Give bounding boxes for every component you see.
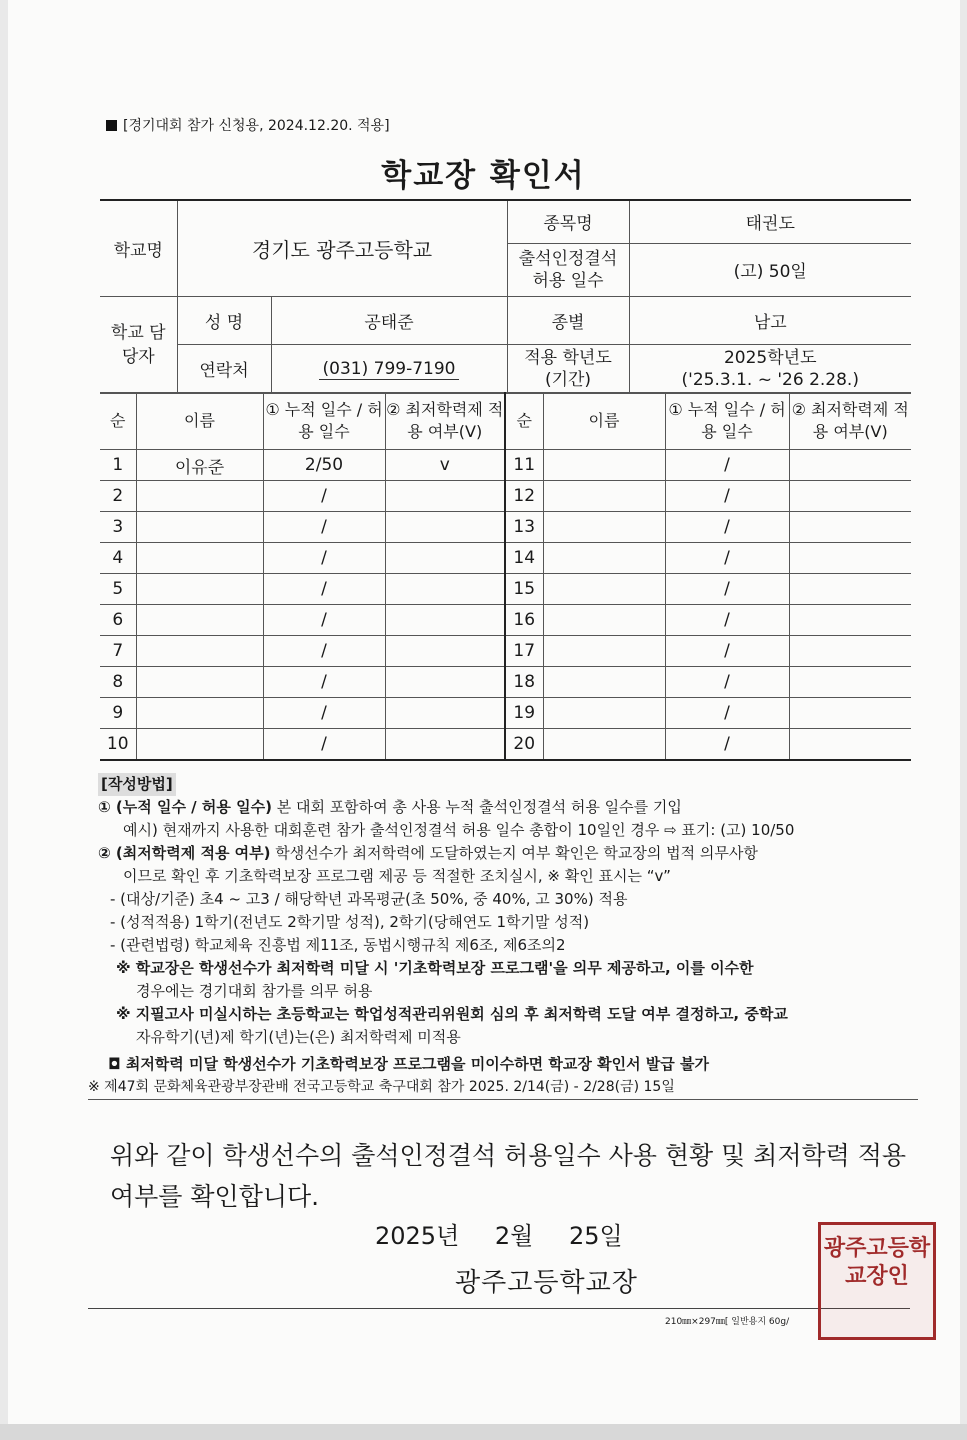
page-bottom-edge: [0, 1424, 967, 1440]
row-days: /: [263, 729, 385, 761]
row-no-2: 13: [505, 512, 543, 543]
year-label: 적용 학년도 (기간): [507, 344, 629, 393]
col-min: ② 최저학력제 적용 여부(V): [385, 393, 505, 450]
row-name-2: [543, 605, 665, 636]
col-min-2: ② 최저학력제 적용 여부(V): [789, 393, 911, 450]
school-value: 경기도 광주고등학교: [177, 200, 507, 296]
event-label: 종목명: [507, 200, 629, 243]
row-min-2: [789, 512, 911, 543]
row-no: 2: [100, 481, 136, 512]
row-name: [136, 667, 263, 698]
row-min: v: [385, 450, 505, 481]
confirmation-statement: 위와 같이 학생선수의 출석인정결석 허용일수 사용 현황 및 최저학력 적용 여부를 확인합니다.: [110, 1141, 907, 1211]
year-value: 2025학년도: [723, 347, 817, 368]
row-no: 5: [100, 574, 136, 605]
row-min: [385, 605, 505, 636]
row-name-2: [543, 636, 665, 667]
note-remark-1-cont: 경우에는 경기대회 참가를 의무 허용: [136, 982, 373, 1000]
row-no-2: 19: [505, 698, 543, 729]
table-row: [100, 574, 911, 605]
row-days-2: /: [665, 481, 789, 512]
note-bullet-grades: - (성적적용) 1학기(전년도 2학기말 성적), 2학기(당해연도 1학기말 성적): [110, 913, 590, 931]
row-days: /: [263, 667, 385, 698]
row-no-2: 11: [505, 450, 543, 481]
row-no: 4: [100, 543, 136, 574]
row-no-2: 17: [505, 636, 543, 667]
gender-value: 남고: [629, 296, 911, 344]
absence-label: 출석인정결석 허용 일수: [507, 243, 629, 296]
note-remark-1: ※ 학교장은 학생선수가 최저학력 미달 시 '기초학력보장 프로그램'을 의무 제공하고, 이를 이수한: [116, 959, 754, 977]
row-min: [385, 667, 505, 698]
row-min: [385, 512, 505, 543]
row-no-2: 16: [505, 605, 543, 636]
square-bullet-icon: [106, 120, 117, 131]
row-no: 3: [100, 512, 136, 543]
manager-label: 학교 담당자: [100, 296, 177, 393]
row-days-2: /: [665, 698, 789, 729]
row-min-2: [789, 543, 911, 574]
note-1-example: 예시) 현재까지 사용한 대회훈련 참가 출석인정결석 허용 일수 총합이 10일인 경우 ⇨ 표기: (고) 10/50: [123, 821, 795, 839]
table-row: [100, 450, 911, 481]
row-no: 7: [100, 636, 136, 667]
row-no-2: 18: [505, 667, 543, 698]
row-days-2: /: [665, 636, 789, 667]
note-remark-2: ※ 지필고사 미실시하는 초등학교는 학업성적관리위원회 심의 후 최저학력 도달 여부 결정하고, 중학교: [116, 1005, 788, 1023]
row-no: 1: [100, 450, 136, 481]
table-row: [100, 636, 911, 667]
row-min-2: [789, 729, 911, 761]
row-days-2: /: [665, 574, 789, 605]
row-min-2: [789, 450, 911, 481]
row-min: [385, 636, 505, 667]
row-name: [136, 574, 263, 605]
info-table: [100, 199, 911, 394]
gender-label: 종별: [507, 296, 629, 344]
row-name-2: [543, 450, 665, 481]
table-row: [100, 729, 911, 761]
row-no: 6: [100, 605, 136, 636]
table-row: [100, 543, 911, 574]
col-no: 순: [100, 393, 136, 450]
row-days: /: [263, 512, 385, 543]
header-note-text: [경기대회 참가 신청용, 2024.12.20. 적용]: [123, 118, 390, 134]
table-row: [100, 605, 911, 636]
row-min-2: [789, 481, 911, 512]
row-days: /: [263, 574, 385, 605]
col-days: ① 누적 일수 / 허용 일수: [263, 393, 385, 450]
note-2-text-cont: 이므로 확인 후 기초학력보장 프로그램 제공 등 적절한 조치실시, ※ 확인 표시는 “v”: [123, 867, 671, 885]
col-name: 이름: [136, 393, 263, 450]
row-name-2: [543, 543, 665, 574]
official-seal-icon: [818, 1222, 936, 1340]
row-no-2: 14: [505, 543, 543, 574]
row-no-2: 15: [505, 574, 543, 605]
row-name: [136, 605, 263, 636]
row-min-2: [789, 698, 911, 729]
principal-title: 광주고등학교장: [455, 1268, 638, 1298]
row-no: 9: [100, 698, 136, 729]
name-value: 공태준: [271, 296, 507, 344]
row-days-2: /: [665, 729, 789, 761]
row-name: [136, 512, 263, 543]
year-cell: [629, 344, 911, 393]
row-min: [385, 543, 505, 574]
contact-label: 연락처: [177, 344, 271, 393]
row-min: [385, 481, 505, 512]
note-remark-2-cont: 자유학기(년)제 학기(년)는(은) 최저학력제 미적용: [136, 1028, 461, 1046]
row-name-2: [543, 512, 665, 543]
form-usage-note: [106, 115, 390, 135]
row-days-2: /: [665, 450, 789, 481]
event-value: 태권도: [629, 200, 911, 243]
note-2-text: 학생선수가 최저학력에 도달하였는지 여부 확인은 학교장의 법적 의무사항: [270, 844, 758, 862]
row-name: 이유준: [136, 450, 263, 481]
issue-date: 2025년 2월 25일: [375, 1222, 623, 1250]
table-row: [100, 512, 911, 543]
row-days: 2/50: [263, 450, 385, 481]
note-1-text: 본 대회 포함하여 총 사용 누적 출석인정결석 허용 일수를 기입: [271, 798, 682, 816]
row-min: [385, 729, 505, 761]
document-title: 학교장 확인서: [381, 158, 586, 194]
table-row: [100, 481, 911, 512]
col-no-2: 순: [505, 393, 543, 450]
table-row: [100, 698, 911, 729]
row-no: 8: [100, 667, 136, 698]
row-name: [136, 481, 263, 512]
table-row: [100, 667, 911, 698]
school-label: 학교명: [100, 200, 177, 296]
student-roster-table: [100, 392, 911, 761]
name-label: 성 명: [177, 296, 271, 344]
row-days: /: [263, 605, 385, 636]
row-days: /: [263, 481, 385, 512]
note-1-title: ① (누적 일수 / 허용 일수): [98, 798, 272, 816]
note-bullet-target: - (대상/기준) 초4 ~ 고3 / 해당학년 과목평균(초 50%, 중 40%, 고 30%) 적용: [110, 890, 628, 908]
row-days-2: /: [665, 543, 789, 574]
row-no-2: 12: [505, 481, 543, 512]
row-name-2: [543, 667, 665, 698]
handwritten-note: ※ 제47회 문화체육관광부장관배 전국고등학교 축구대회 참가 2025. 2/14(금) - 2/28(금) 15일: [88, 1076, 918, 1100]
row-min-2: [789, 636, 911, 667]
row-days: /: [263, 636, 385, 667]
contact-number: (031) 799-7190: [319, 359, 460, 380]
col-name-2: 이름: [543, 393, 665, 450]
footer-divider: [88, 1308, 910, 1309]
instructions-section: [88, 773, 918, 1100]
row-min-2: [789, 667, 911, 698]
paper-spec: 210㎜×297㎜[ 일반용지 60g/: [665, 1317, 790, 1327]
row-days: /: [263, 698, 385, 729]
row-no: 10: [100, 729, 136, 761]
year-period: ('25.3.1. ~ '26 2.28.): [681, 369, 859, 390]
row-name: [136, 543, 263, 574]
row-name: [136, 636, 263, 667]
row-min-2: [789, 605, 911, 636]
row-name: [136, 729, 263, 761]
seal-text: 광주고등학교장인: [823, 1236, 931, 1289]
contact-value: [271, 344, 507, 393]
row-name-2: [543, 574, 665, 605]
note-bullet-law: - (관련법령) 학교체육 진흥법 제11조, 동법시행규칙 제6조, 제6조의2: [110, 936, 566, 954]
row-min: [385, 698, 505, 729]
row-days: /: [263, 543, 385, 574]
row-name-2: [543, 481, 665, 512]
row-no-2: 20: [505, 729, 543, 761]
row-name-2: [543, 729, 665, 761]
row-min: [385, 574, 505, 605]
row-days-2: /: [665, 605, 789, 636]
col-days-2: ① 누적 일수 / 허용 일수: [665, 393, 789, 450]
absence-value: (고) 50일: [629, 243, 911, 296]
row-days-2: /: [665, 667, 789, 698]
row-name-2: [543, 698, 665, 729]
note-2-title: ② (최저학력제 적용 여부): [98, 844, 271, 862]
instructions-header: [작성방법]: [98, 773, 176, 796]
note-warning: ◘ 최저학력 미달 학생선수가 기초학력보장 프로그램을 미이수하면 학교장 확인서 발급 불가: [108, 1055, 709, 1073]
row-min-2: [789, 574, 911, 605]
row-days-2: /: [665, 512, 789, 543]
row-name: [136, 698, 263, 729]
